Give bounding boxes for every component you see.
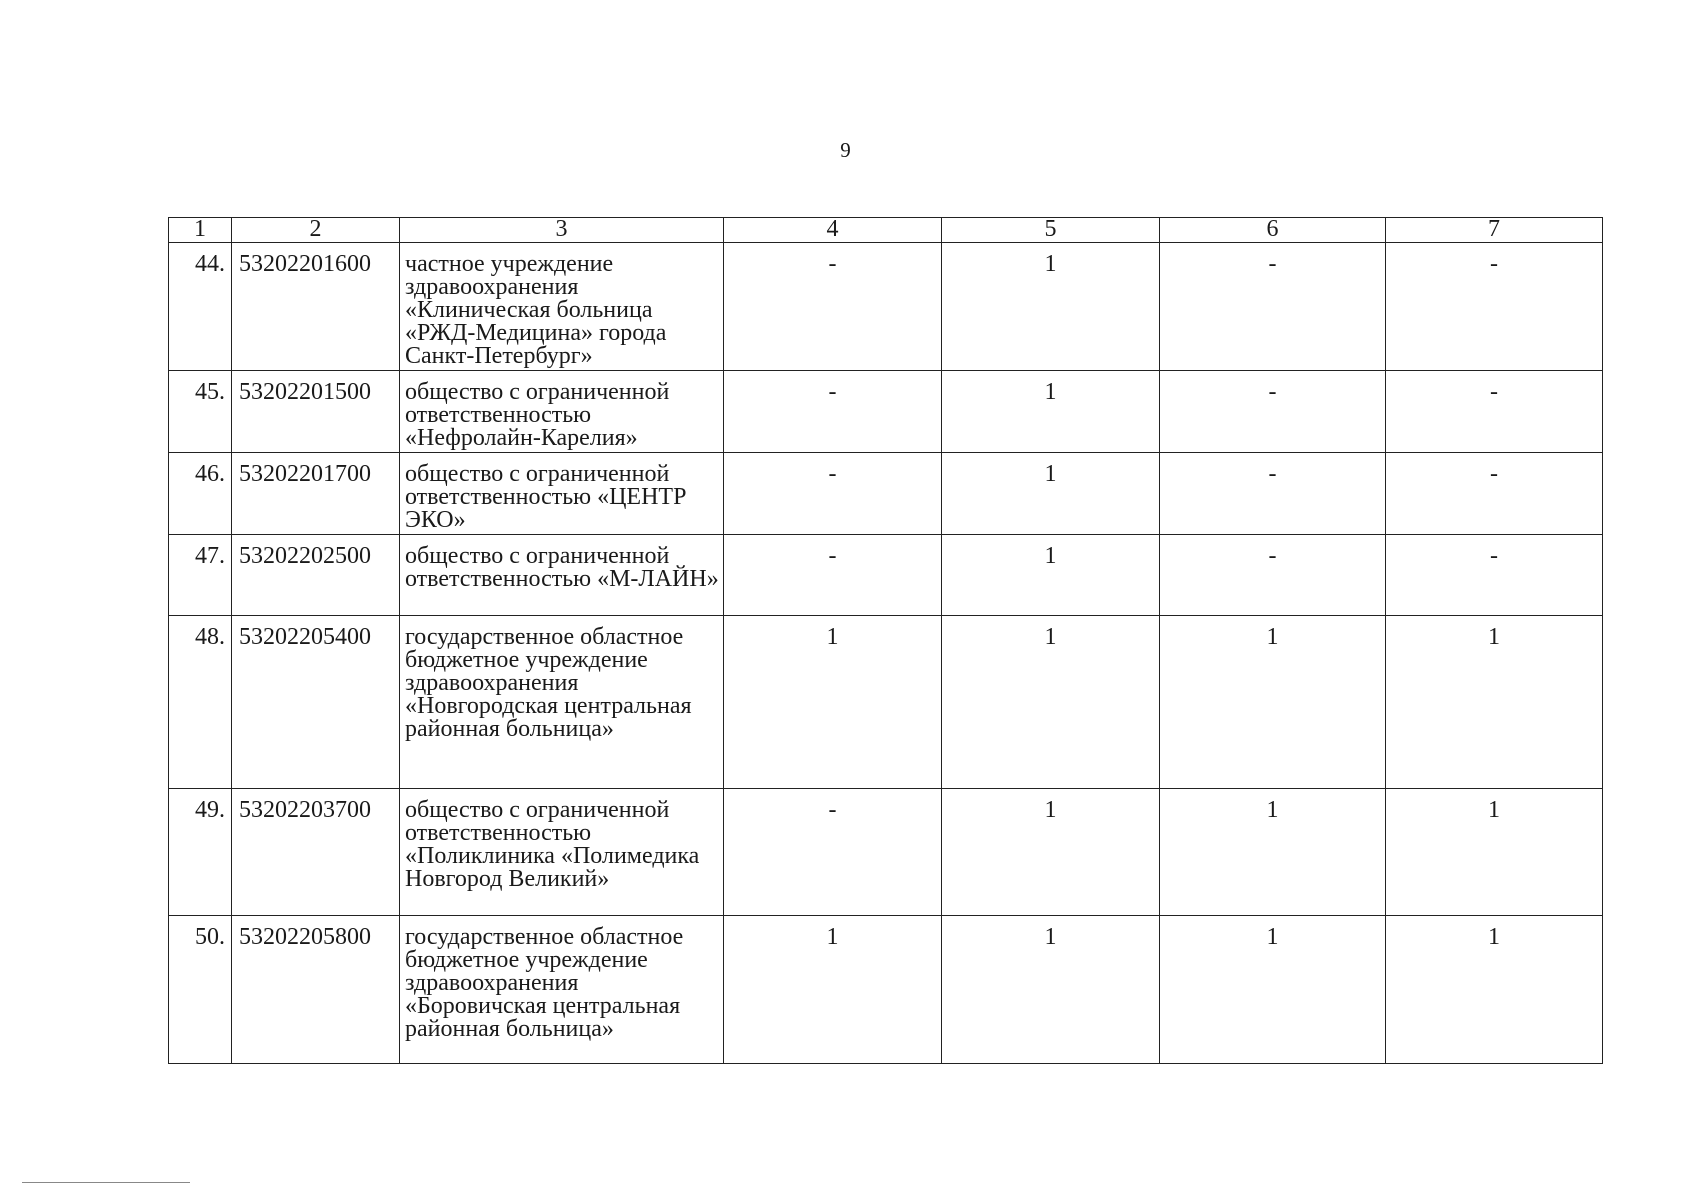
value-col-4: 1 bbox=[724, 916, 942, 1064]
row-number: 47. bbox=[169, 535, 232, 616]
organization-code: 53202201700 bbox=[232, 453, 400, 535]
value-col-5: 1 bbox=[942, 453, 1160, 535]
value-col-6: 1 bbox=[1160, 916, 1386, 1064]
page-number: 9 bbox=[840, 138, 851, 162]
column-header: 3 bbox=[400, 218, 724, 243]
organization-code: 53202201500 bbox=[232, 371, 400, 453]
value-col-4: - bbox=[724, 243, 942, 371]
medical-organizations-table bbox=[168, 217, 1603, 1064]
table-row bbox=[169, 789, 1603, 916]
value-col-4: - bbox=[724, 535, 942, 616]
row-number: 46. bbox=[169, 453, 232, 535]
value-col-4: - bbox=[724, 453, 942, 535]
table-header-row bbox=[169, 218, 1603, 243]
row-number: 48. bbox=[169, 616, 232, 789]
value-col-6: - bbox=[1160, 243, 1386, 371]
column-header: 7 bbox=[1386, 218, 1603, 243]
value-col-6: - bbox=[1160, 453, 1386, 535]
organization-name: общество с ограниченной ответственностью «Нефролайн-Карелия» bbox=[400, 371, 724, 453]
value-col-7: - bbox=[1386, 243, 1603, 371]
value-col-5: 1 bbox=[942, 535, 1160, 616]
column-header: 2 bbox=[232, 218, 400, 243]
organization-name: общество с ограниченной ответственностью «ЦЕНТР ЭКО» bbox=[400, 453, 724, 535]
column-header: 6 bbox=[1160, 218, 1386, 243]
value-col-6: - bbox=[1160, 535, 1386, 616]
column-header: 4 bbox=[724, 218, 942, 243]
value-col-4: 1 bbox=[724, 616, 942, 789]
value-col-7: - bbox=[1386, 535, 1603, 616]
value-col-6: 1 bbox=[1160, 789, 1386, 916]
column-header: 5 bbox=[942, 218, 1160, 243]
organization-name: государственное областное бюджетное учреждение здравоохранения «Новгородская центральная районная больница» bbox=[400, 616, 724, 789]
table-row bbox=[169, 616, 1603, 789]
organization-code: 53202202500 bbox=[232, 535, 400, 616]
table-row bbox=[169, 243, 1603, 371]
value-col-4: - bbox=[724, 789, 942, 916]
organization-code: 53202201600 bbox=[232, 243, 400, 371]
table-row bbox=[169, 916, 1603, 1064]
value-col-5: 1 bbox=[942, 243, 1160, 371]
value-col-5: 1 bbox=[942, 789, 1160, 916]
value-col-5: 1 bbox=[942, 616, 1160, 789]
value-col-6: 1 bbox=[1160, 616, 1386, 789]
value-col-5: 1 bbox=[942, 916, 1160, 1064]
value-col-7: - bbox=[1386, 453, 1603, 535]
table-row bbox=[169, 371, 1603, 453]
table-row bbox=[169, 453, 1603, 535]
footer-divider bbox=[22, 1182, 190, 1183]
row-number: 50. bbox=[169, 916, 232, 1064]
organization-name: частное учреждение здравоохранения «Клиническая больница «РЖД-Медицина» города Санкт-Петербург» bbox=[400, 243, 724, 371]
value-col-7: 1 bbox=[1386, 789, 1603, 916]
organization-name: государственное областное бюджетное учреждение здравоохранения «Боровичская центральная районная больница» bbox=[400, 916, 724, 1064]
table-row bbox=[169, 535, 1603, 616]
value-col-7: 1 bbox=[1386, 616, 1603, 789]
value-col-7: - bbox=[1386, 371, 1603, 453]
value-col-6: - bbox=[1160, 371, 1386, 453]
organization-code: 53202205800 bbox=[232, 916, 400, 1064]
column-header: 1 bbox=[169, 218, 232, 243]
value-col-5: 1 bbox=[942, 371, 1160, 453]
organization-name: общество с ограниченной ответственностью «М-ЛАЙН» bbox=[400, 535, 724, 616]
value-col-7: 1 bbox=[1386, 916, 1603, 1064]
organization-name: общество с ограниченной ответственностью «Поликлиника «Полимедика Новгород Великий» bbox=[400, 789, 724, 916]
row-number: 45. bbox=[169, 371, 232, 453]
row-number: 44. bbox=[169, 243, 232, 371]
organization-code: 53202203700 bbox=[232, 789, 400, 916]
value-col-4: - bbox=[724, 371, 942, 453]
organization-code: 53202205400 bbox=[232, 616, 400, 789]
row-number: 49. bbox=[169, 789, 232, 916]
